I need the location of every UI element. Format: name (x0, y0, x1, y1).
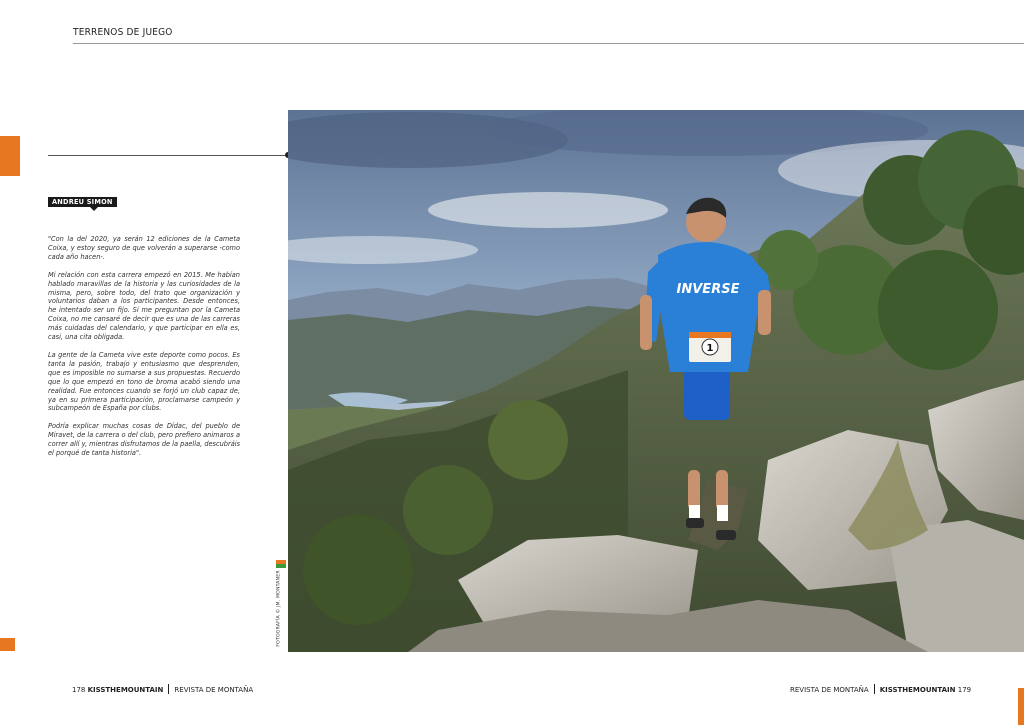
author-tag: ANDREU SIMON (48, 197, 117, 207)
pointer-line (48, 155, 288, 156)
magazine-left: REVISTA DE MONTAÑA (174, 686, 254, 694)
page-number-left: 178 (72, 686, 86, 694)
quote-paragraph: Podría explicar muchas cosas de Dídac, del pueblo de Miravet, de la carrera o del club, pero prefiero animaros a correr allí y, mientras disfrutamos de la paella, descubráis el porqué de tanta historia". (48, 422, 240, 458)
footer-left (72, 684, 253, 694)
accent-tab-left-bottom (0, 638, 15, 651)
footer-separator (874, 684, 875, 694)
brand-left: KISSTHEMOUNTAIN (87, 686, 164, 694)
brand-right: KISSTHEMOUNTAIN (879, 686, 956, 694)
accent-tab-left (0, 136, 20, 176)
quote-block (48, 235, 240, 467)
trail-runner-photo (288, 110, 1024, 652)
jersey-text: INVERSE (676, 282, 740, 297)
credit-color-bar (276, 560, 286, 568)
page-number-right: 179 (957, 686, 972, 694)
accent-tab-right (1018, 688, 1024, 725)
section-title: TERRENOS DE JUEGO (73, 27, 173, 38)
bib-number: 1 (706, 343, 714, 354)
quote-paragraph: "Con la del 2020, ya serán 12 ediciones de la Cameta Coixa, y estoy seguro de que volverán a superarse -como cada año hacen-. (48, 235, 240, 261)
quote-paragraph: Mi relación con esta carrera empezó en 2015. Me habían hablado maravillas de la historia y las curiosidades de la misma, pero, sobre todo, del trato que organización y voluntarios daban a los participantes. Desde entonces, he intentado ser un fijo. Si me preguntan por la Cameta Coixa, no me cansaré de decir que es una de las carreras más cuidadas del calendario, y que participar en ella es, casi, una cita obligada. (48, 270, 240, 342)
magazine-right: REVISTA DE MONTAÑA (790, 686, 869, 694)
footer-right (790, 684, 971, 694)
hero-photo (288, 110, 1024, 652)
footer-separator (168, 684, 169, 694)
quote-paragraph: La gente de la Cameta vive este deporte como pocos. Es tanta la pasión, trabajo y entusiasmo que desprenden, que es imposible no sumarse a sus propuestas. Recuerdo que lo que empezó en tono de broma acabó siendo una realidad. Fue entonces cuando se forjó un club capaz de, ya en su primera participación, proclamarse campeón y subcampeón de España por clubs. (48, 350, 240, 413)
header-rule (73, 43, 1024, 44)
photo-credit (275, 572, 283, 652)
photo-credit-text: FOTOGRAFÍA © JM. MONTANER (276, 570, 282, 647)
